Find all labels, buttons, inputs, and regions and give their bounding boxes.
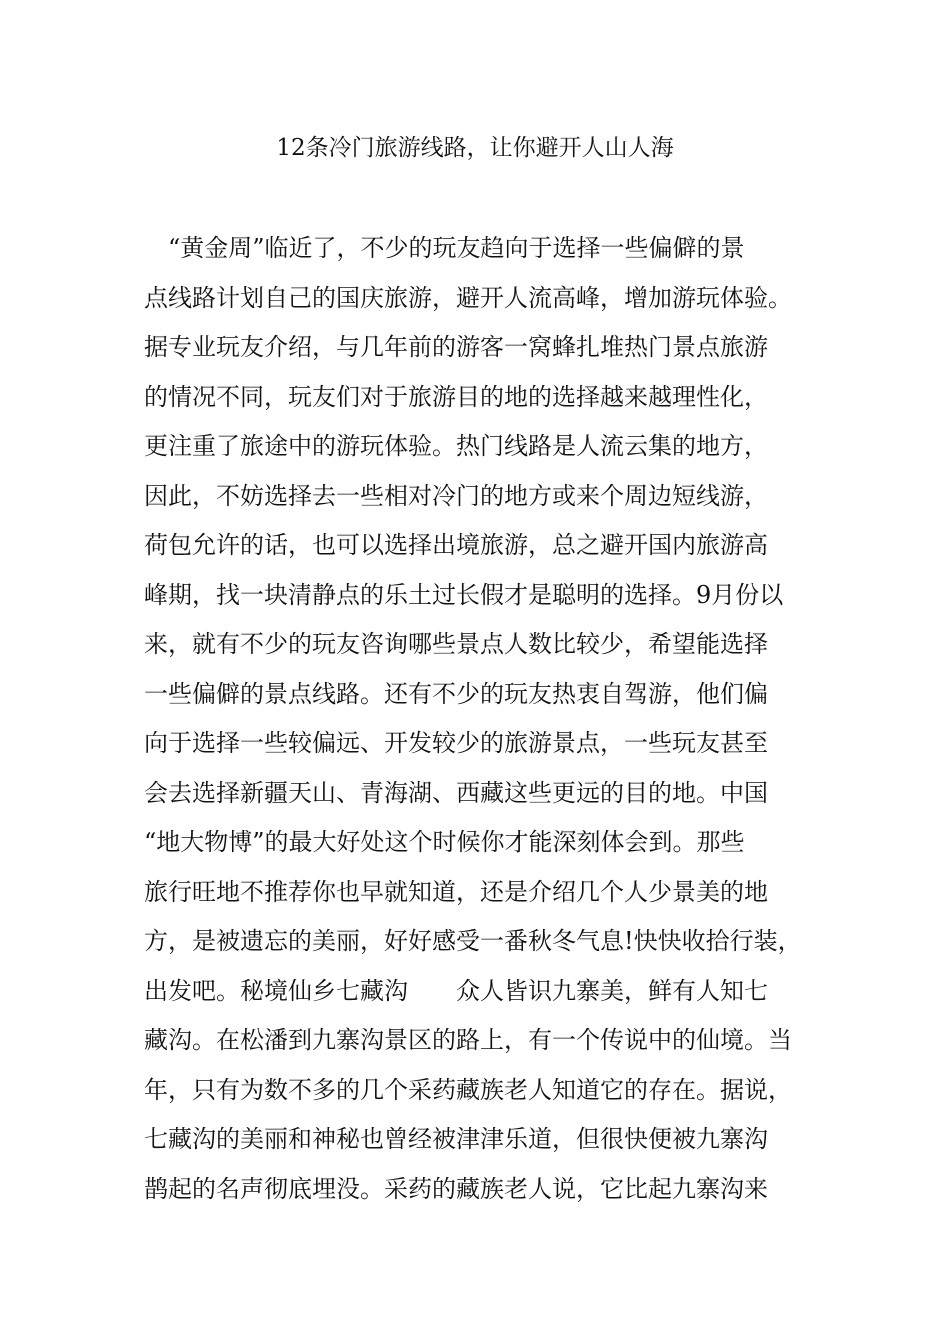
- text-line: 会去选择新疆天山、青海湖、西藏这些更远的目的地。中国: [144, 778, 768, 807]
- text-line: 藏沟。在松潘到九寨沟景区的路上，有一个传说中的仙境。当: [144, 1026, 792, 1054]
- text-line: 峰期，找一块清静点的乐土过长假才是聪明的选择。9月份以: [144, 580, 784, 609]
- text-line: 因此，不妨选择去一些相对冷门的地方或来个周边短线游，: [144, 481, 768, 510]
- text-line: “黄金周”临近了，不少的玩友趋向于选择一些偏僻的景: [168, 234, 745, 262]
- text-line: 七藏沟的美丽和神秘也曾经被津津乐道，但很快便被九寨沟: [144, 1125, 768, 1153]
- document-title: 12条冷门旅游线路，让你避开人山人海: [276, 135, 674, 161]
- text-line: 鹊起的名声彻底埋没。采药的藏族老人说，它比起九寨沟来: [144, 1174, 768, 1203]
- text-line: 荷包允许的话，也可以选择出境旅游，总之避开国内旅游高: [144, 531, 768, 559]
- text-line: “地大物博”的最大好处这个时候你才能深刻体会到。那些: [144, 828, 745, 856]
- text-line: 年，只有为数不多的几个采药藏族老人知道它的存在。据说，: [144, 1075, 792, 1104]
- text-line: 更注重了旅途中的游玩体验。热门线路是人流云集的地方，: [144, 432, 768, 460]
- text-line: 据专业玩友介绍，与几年前的游客一窝蜂扎堆热门景点旅游: [144, 333, 768, 361]
- text-line: 方，是被遗忘的美丽，好好感受一番秋冬气息!快快收拾行装，: [144, 927, 802, 955]
- text-line: 来，就有不少的玩友咨询哪些景点人数比较少，希望能选择: [144, 630, 768, 658]
- text-line: 一些偏僻的景点线路。还有不少的玩友热衷自驾游，他们偏: [144, 679, 768, 708]
- text-line: 点线路计划自己的国庆旅游，避开人流高峰，增加游玩体验。: [144, 283, 792, 312]
- text-line: 出发吧。秘境仙乡七藏沟 众人皆识九寨美，鲜有人知七: [144, 976, 768, 1005]
- text-line: 的情况不同，玩友们对于旅游目的地的选择越来越理性化，: [144, 382, 768, 411]
- body-paragraph: [144, 230, 824, 1220]
- text-line: 旅行旺地不推荐你也早就知道，还是介绍几个人少景美的地: [144, 877, 768, 906]
- text-line: 向于选择一些较偏远、开发较少的旅游景点，一些玩友甚至: [144, 729, 768, 757]
